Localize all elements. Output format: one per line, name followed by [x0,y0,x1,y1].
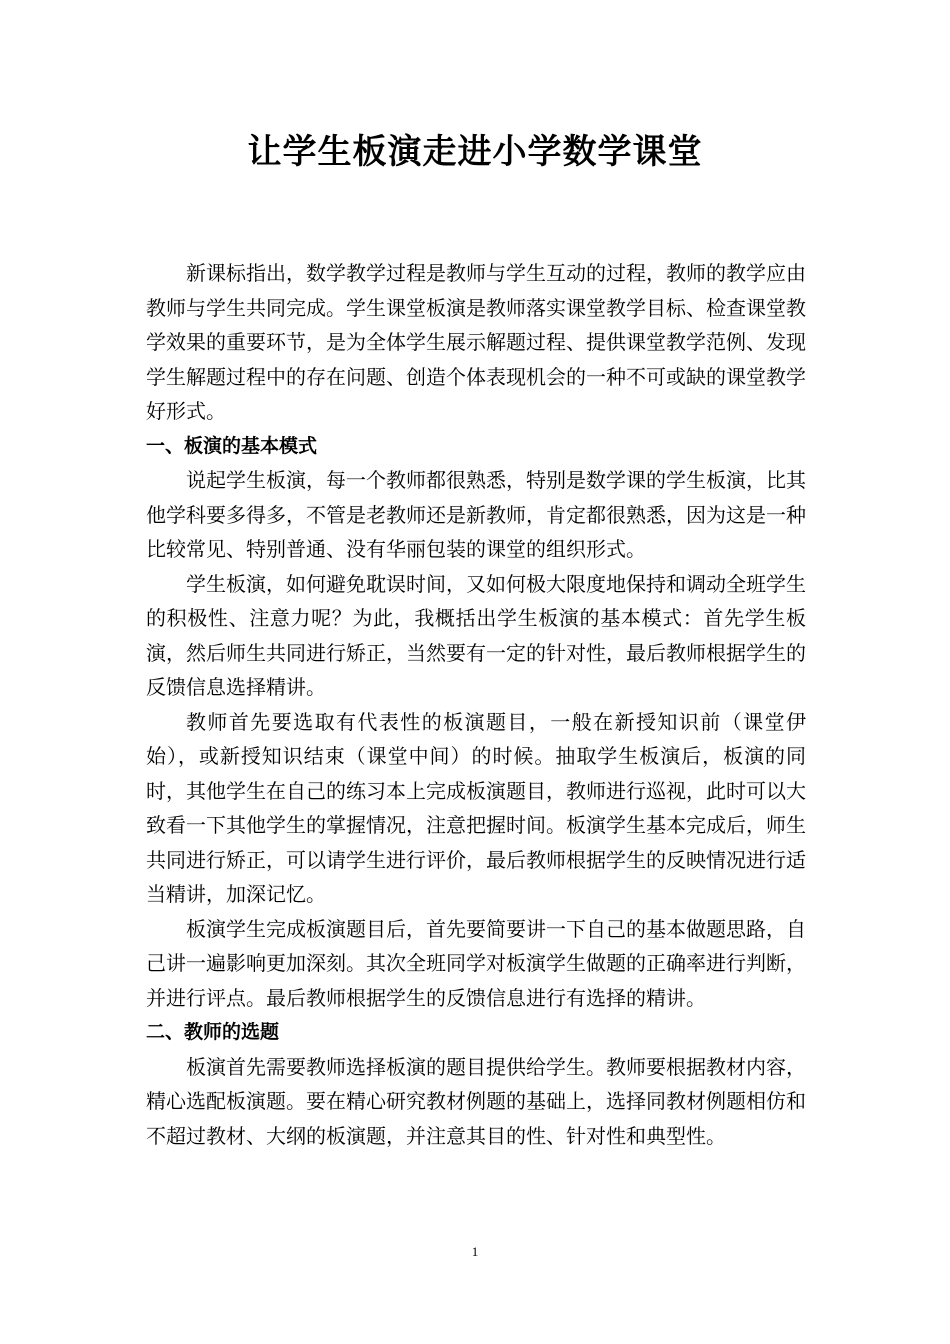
section-heading-teacher-selection: 二、教师的选题 [146,1021,280,1043]
section-1-paragraph-1: 说起学生板演，每一个教师都很熟悉，特别是数学课的学生板演，比其他学科要多得多，不管是老教师还是新教师，肯定都很熟悉，因为这是一种比较常见、特别普通、没有华丽包装的课堂的组织形式。 [146,468,806,561]
section-heading-basic-mode: 一、板演的基本模式 [146,434,318,457]
section-2-paragraph-1: 板演首先需要教师选择板演的题目提供给学生。教师要根据教材内容，精心选配板演题。要在精心研究教材例题的基础上，选择同教材例题相仿和不超过教材、大纲的板演题，并注意其目的性、针对性和典型性。 [146,1054,806,1148]
page-number: 1 [471,1244,479,1259]
section-1-paragraph-4: 板演学生完成板演题目后，首先要简要讲一下自己的基本做题思路，自己讲一遍影响更加深刻。其次全班同学对板演学生做题的正确率进行判断，并进行评点。最后教师根据学生的反馈信息进行有选择的精讲。 [146,916,806,1010]
document-body [146,256,806,1153]
intro-paragraph: 新课标指出，数学教学过程是教师与学生互动的过程，教师的教学应由教师与学生共同完成。学生课堂板演是教师落实课堂教学目标、检查课堂教学效果的重要环节，是为全体学生展示解题过程、提供课堂教学范例、发现学生解题过程中的存在问题、创造个体表现机会的一种不可或缺的课堂教学好形式。 [146,261,806,423]
section-1-paragraph-2: 学生板演，如何避免耽误时间，又如何极大限度地保持和调动全班学生的积极性、注意力呢？为此，我概括出学生板演的基本模式：首先学生板演，然后师生共同进行矫正，当然要有一定的针对性，最后教师根据学生的反馈信息选择精讲。 [146,571,806,699]
document-title: 让学生板演走进小学数学课堂 [247,132,703,172]
section-1-paragraph-3: 教师首先要选取有代表性的板演题目，一般在新授知识前（课堂伊始），或新授知识结束（课堂中间）的时候。抽取学生板演后，板演的同时，其他学生在自己的练习本上完成板演题目，教师进行巡视，此时可以大致看一下其他学生的掌握情况，注意把握时间。板演学生基本完成后，师生共同进行矫正，可以请学生进行评价，最后教师根据学生的反映情况进行适当精讲，加深记忆。 [146,709,806,906]
